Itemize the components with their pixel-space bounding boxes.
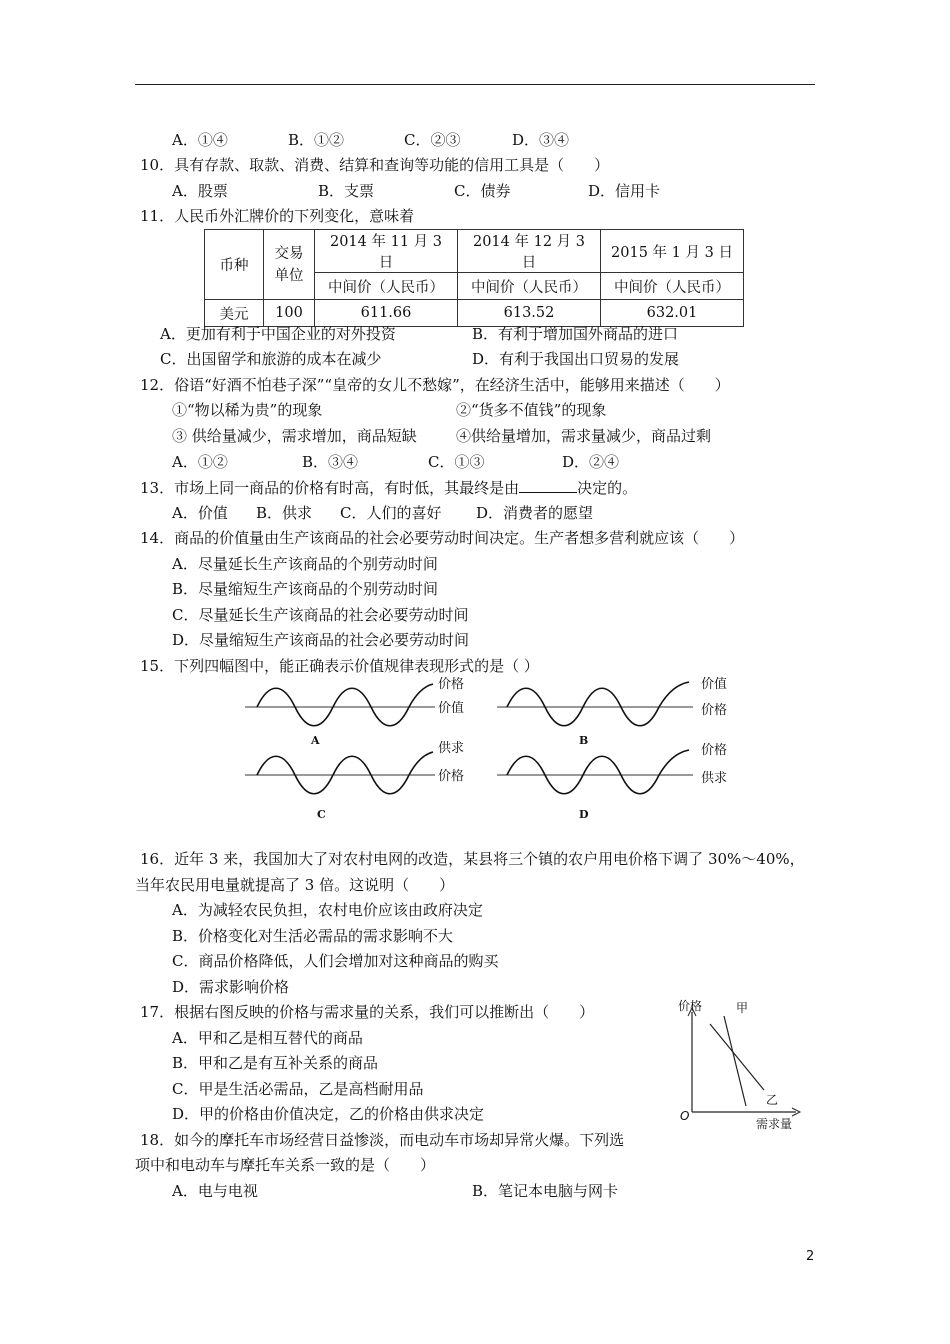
q11-option-b: B．有利于增加国外商品的进口 (472, 325, 679, 343)
q12-option-d: D．②④ (562, 453, 620, 471)
panel-d-line-label: 供求 (701, 771, 728, 786)
q14-option-c: C．尽量延长生产该商品的社会必要劳动时间 (172, 606, 469, 624)
table-header-mid-3: 中间价（人民币） (601, 273, 744, 300)
curve-b (710, 1024, 764, 1090)
q12-option-b: B．③④ (302, 453, 359, 471)
table-cell-unit: 100 (264, 300, 315, 327)
panel-b-wave-label: 价值 (701, 677, 728, 692)
q12-stem: 12．俗语“好酒不怕巷子深”“皇帝的女儿不愁嫁”，在经济生活中，能够用来描述（ ） (140, 376, 730, 394)
q9-option-c: C．②③ (404, 131, 461, 149)
q13-blank (519, 478, 577, 493)
table-header-date-2: 2014 年 12 月 3 日 (458, 230, 601, 273)
q9-option-a: A．①④ (172, 131, 228, 149)
q12-item-3: ③ 供给量减少，需求增加，商品短缺 (172, 427, 417, 445)
graph-ylabel: 价格 (678, 999, 703, 1013)
q13-option-b: B．供求 (256, 504, 313, 522)
q13-option-d: D．消费者的愿望 (476, 504, 594, 522)
q18-stem-line-2: 项中和电动车与摩托车关系一致的是（ ） (135, 1156, 436, 1174)
q16-option-c: C．商品价格降低，人们会增加对这种商品的购买 (172, 952, 499, 970)
q16-option-b: B．价格变化对生活必需品的需求影响不大 (172, 927, 454, 945)
panel-b-line-label: 价格 (701, 703, 728, 718)
q13-option-a: A．价值 (172, 504, 228, 522)
graph-line-a-label: 甲 (736, 1001, 749, 1015)
q12-option-a: A．①② (172, 453, 228, 471)
panel-c-wave-label: 供求 (438, 741, 465, 756)
table-cell-value-1: 611.66 (315, 300, 458, 327)
panel-a-line-label: 价值 (438, 701, 465, 716)
q12-option-c: C．①③ (428, 453, 485, 471)
panel-c (245, 740, 464, 821)
panel-c-line-label: 价格 (438, 769, 465, 784)
q14-stem: 14．商品的价值量由生产该商品的社会必要劳动时间决定。生产者想多营利就应该（ ） (140, 529, 745, 547)
table-header-date-1: 2014 年 11 月 3 日 (315, 230, 458, 273)
curve-a (724, 1016, 746, 1106)
panel-d-wave-label: 价格 (701, 743, 728, 758)
table-header-date-3: 2015 年 1 月 3 日 (601, 230, 744, 273)
table-cell-value-3: 632.01 (601, 300, 744, 327)
panel-a-letter: A (311, 734, 320, 747)
q17-option-b: B．甲和乙是有互补关系的商品 (172, 1054, 379, 1072)
header-rule (135, 84, 815, 85)
q9-option-b: B．①② (288, 131, 345, 149)
q17-option-a: A．甲和乙是相互替代的商品 (172, 1029, 363, 1047)
panel-a-wave-label: 价格 (438, 677, 465, 692)
graph-line-b-label: 乙 (766, 1093, 779, 1107)
q12-item-2: ②“货多不值钱”的现象 (456, 401, 607, 419)
page-number: 2 (806, 1249, 815, 1264)
table-header-unit: 交易 单位 (264, 230, 315, 300)
q17-stem: 17．根据右图反映的价格与需求量的关系，我们可以推断出（ ） (140, 1003, 595, 1021)
panel-c-letter: C (317, 808, 326, 821)
q17-option-d: D．甲的价格由价值决定，乙的价格由供求决定 (172, 1105, 485, 1123)
q16-stem-line-2: 当年农民用电量就提高了 3 倍。这说明（ ） (135, 876, 455, 894)
q18-stem-line-1: 18．如今的摩托车市场经营日益惨淡，而电动车市场却异常火爆。下列选 (140, 1131, 625, 1149)
table-cell-currency: 美元 (205, 300, 264, 327)
panel-d-letter: D (579, 808, 589, 821)
q17-option-c: C．甲是生活必需品，乙是高档耐用品 (172, 1080, 424, 1098)
panel-d (497, 742, 727, 821)
q16-option-d: D．需求影响价格 (172, 978, 290, 996)
panel-a (245, 676, 464, 747)
q10-option-a: A．股票 (172, 182, 228, 200)
table-header-mid-1: 中间价（人民币） (315, 273, 458, 300)
q13-option-c: C．人们的喜好 (340, 504, 442, 522)
q14-option-b: B．尽量缩短生产该商品的个别劳动时间 (172, 580, 439, 598)
q11-option-a: A．更加有利于中国企业的对外投资 (160, 325, 396, 343)
q13-stem: 13．市场上同一商品的价格有时高，有时低，其最终是由 决定的。 (140, 479, 638, 497)
table-cell-value-2: 613.52 (458, 300, 601, 327)
q10-option-c: C．债券 (454, 182, 511, 200)
q16-option-a: A．为减轻农民负担，农村电价应该由政府决定 (172, 901, 483, 919)
q14-option-a: A．尽量延长生产该商品的个别劳动时间 (172, 555, 438, 573)
q15-stem: 15．下列四幅图中，能正确表示价值规律表现形式的是（ ） (140, 657, 539, 675)
value-law-figures (245, 672, 745, 827)
q9-option-d: D．③④ (512, 131, 570, 149)
panel-b-letter: B (579, 734, 589, 747)
q11-option-d: D．有利于我国出口贸易的发展 (472, 350, 680, 368)
q12-item-4: ④供给量增加，需求量减少，商品过剩 (456, 427, 712, 445)
q10-stem: 10．具有存款、取款、消费、结算和查询等功能的信用工具是（ ） (140, 156, 610, 174)
exchange-rate-table (204, 229, 744, 327)
q16-stem-line-1: 16．近年 3 来，我国加大了对农村电网的改造，某县将三个镇的农户用电价格下调了 30%～40%， (140, 850, 805, 868)
graph-xlabel: 需求量 (756, 1117, 793, 1131)
q18-option-b: B．笔记本电脑与网卡 (472, 1182, 619, 1200)
table-header-currency: 币种 (205, 230, 264, 300)
q11-stem: 11．人民币外汇牌价的下列变化，意味着 (140, 207, 415, 225)
graph-origin: O (680, 1109, 690, 1123)
panel-b (497, 676, 727, 747)
q11-option-c: C．出国留学和旅游的成本在减少 (160, 350, 382, 368)
q12-item-1: ①“物以稀为贵”的现象 (172, 401, 323, 419)
q10-option-d: D．信用卡 (588, 182, 661, 200)
table-header-mid-2: 中间价（人民币） (458, 273, 601, 300)
q14-option-d: D．尽量缩短生产该商品的社会必要劳动时间 (172, 631, 470, 649)
q18-option-a: A．电与电视 (172, 1182, 258, 1200)
q10-option-b: B．支票 (318, 182, 375, 200)
price-demand-graph (672, 994, 812, 1132)
